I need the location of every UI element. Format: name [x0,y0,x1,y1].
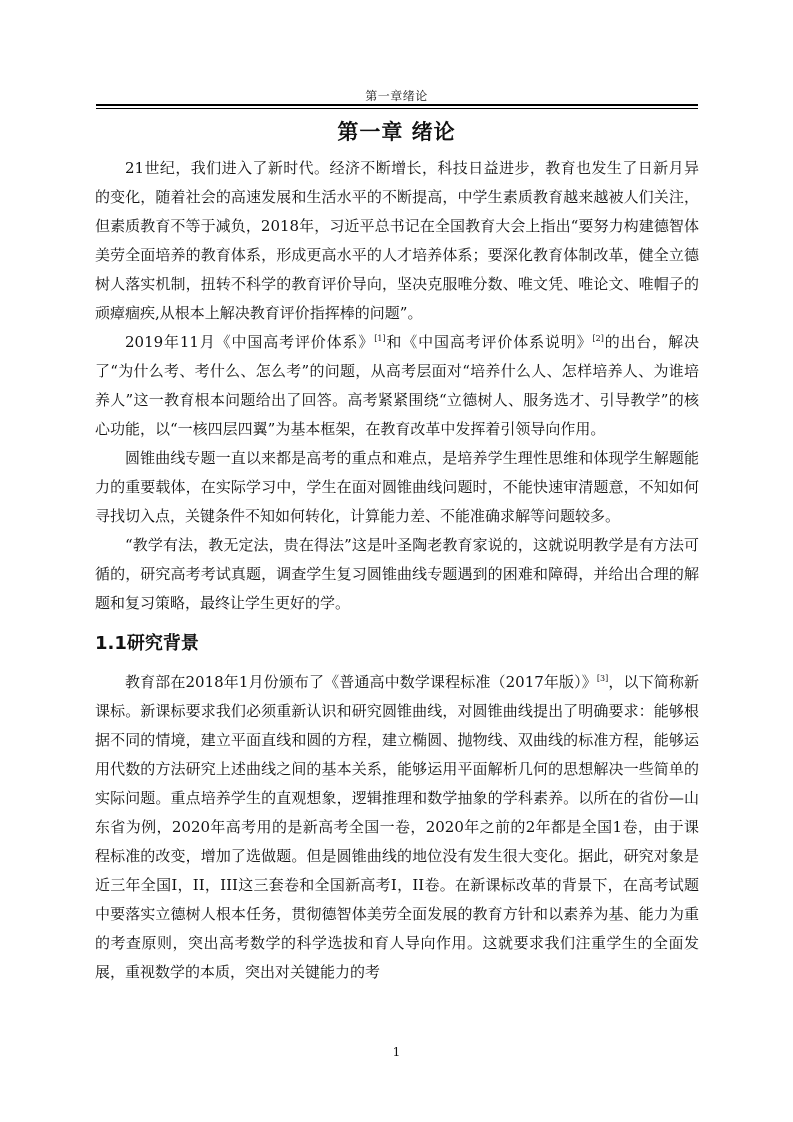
chapter-title: 第一章 绪论 [337,120,456,144]
intro-paragraph-4: “教学有法，教无定法，贵在得法”这是叶圣陶老教育家说的，这就说明教学是有方法可循的，研究高考考试真题，调查学生复习圆锥曲线专题遇到的困难和障碍，并给出合理的解题和复习策略，最终让学生更好的学。 [95,536,699,612]
header-rule [96,104,698,106]
intro-paragraph-2-text-c: 的出台，解决了“为什么考、考什么、怎么考”的问题，从高考层面对“培养什么人、怎样培养人、为谁培养人”这一教育根本问题给出了回答。高考紧紧围绕“立德树人、服务选才、引导教学”的核心功能，以“一核四层四翼”为基本框架，在教育改革中发挥着引领导向作用。 [95,333,699,438]
background-paragraph-1-text-a: 教育部在2018年1月份颁布了《普通高中数学课程标准（2017年版）》 [125,673,597,691]
page-number: 1 [392,1045,401,1059]
intro-paragraph-3: 圆锥曲线专题一直以来都是高考的重点和难点，是培养学生理性思维和体现学生解题能力的重要载体，在实际学习中，学生在面对圆锥曲线问题时，不能快速审清题意，不知如何寻找切入点，关键条件不知如何转化，计算能力差、不能准确求解等问题较多。 [95,449,699,525]
intro-paragraph-2-text-b: 和《中国高考评价体系说明》 [385,333,593,351]
citation-ref-3[interactable]: [3] [596,674,609,683]
intro-paragraph-2-text-a: 2019年11月《中国高考评价体系》 [125,333,375,351]
citation-ref-2[interactable]: [2] [592,334,604,343]
intro-paragraph-1: 21世纪，我们进入了新时代。经济不断增长，科技日益进步，教育也发生了日新月异的变化，随着社会的高速发展和生活水平的不断提高，中学生素质教育越来越被人们关注，但素质教育不等于减负，2018年，习近平总书记在全国教育大会上指出“要努力构建德智体美劳全面培养的教育体系，形成更高水平的人才培养体系；要深化教育体制改革，健全立德树人落实机制，扭转不科学的教育评价导向，坚决克服唯分数、唯文凭、唯论文、唯帽子的顽瘴痼疾,从根本上解决教育评价指挥棒的问题”。 [95,159,699,322]
citation-ref-1[interactable]: [1] [374,334,386,343]
header-rule-thin [96,108,698,109]
intro-paragraph-2 [95,328,699,444]
body-text [95,154,699,987]
section-heading: 1.1研究背景 [95,633,199,654]
background-paragraph-1 [95,668,699,987]
running-header: 第一章绪论 [365,89,428,103]
background-paragraph-1-text-b: ，以下简称新课标。新课标要求我们必须重新认识和研究圆锥曲线，对圆锥曲线提出了明确要求：能够根据不同的情境，建立平面直线和圆的方程，建立椭圆、抛物线、双曲线的标准方程，能够运用代数的方法研究上述曲线之间的基本关系，能够运用平面解析几何的思想解决一些简单的实际问题。重点培养学生的直观想象，逻辑推理和数学抽象的学科素养。以所在的省份—山东省为例，2020年高考用的是新高考全国一卷，2020年之前的2年都是全国1卷，由于课程标准的改变，增加了选做题。但是圆锥曲线的地位没有发生很大变化。据此，研究对象是近三年全国I，II，III这三套卷和全国新高考I，II卷。在新课标改革的背景下，在高考试题中要落实立德树人根本任务，贯彻德智体美劳全面发展的教育方针和以素养为基、能力为重的考查原则，突出高考数学的科学选拔和育人导向作用。这就要求我们注重学生的全面发展，重视数学的本质，突出对关键能力的考 [95,673,699,981]
